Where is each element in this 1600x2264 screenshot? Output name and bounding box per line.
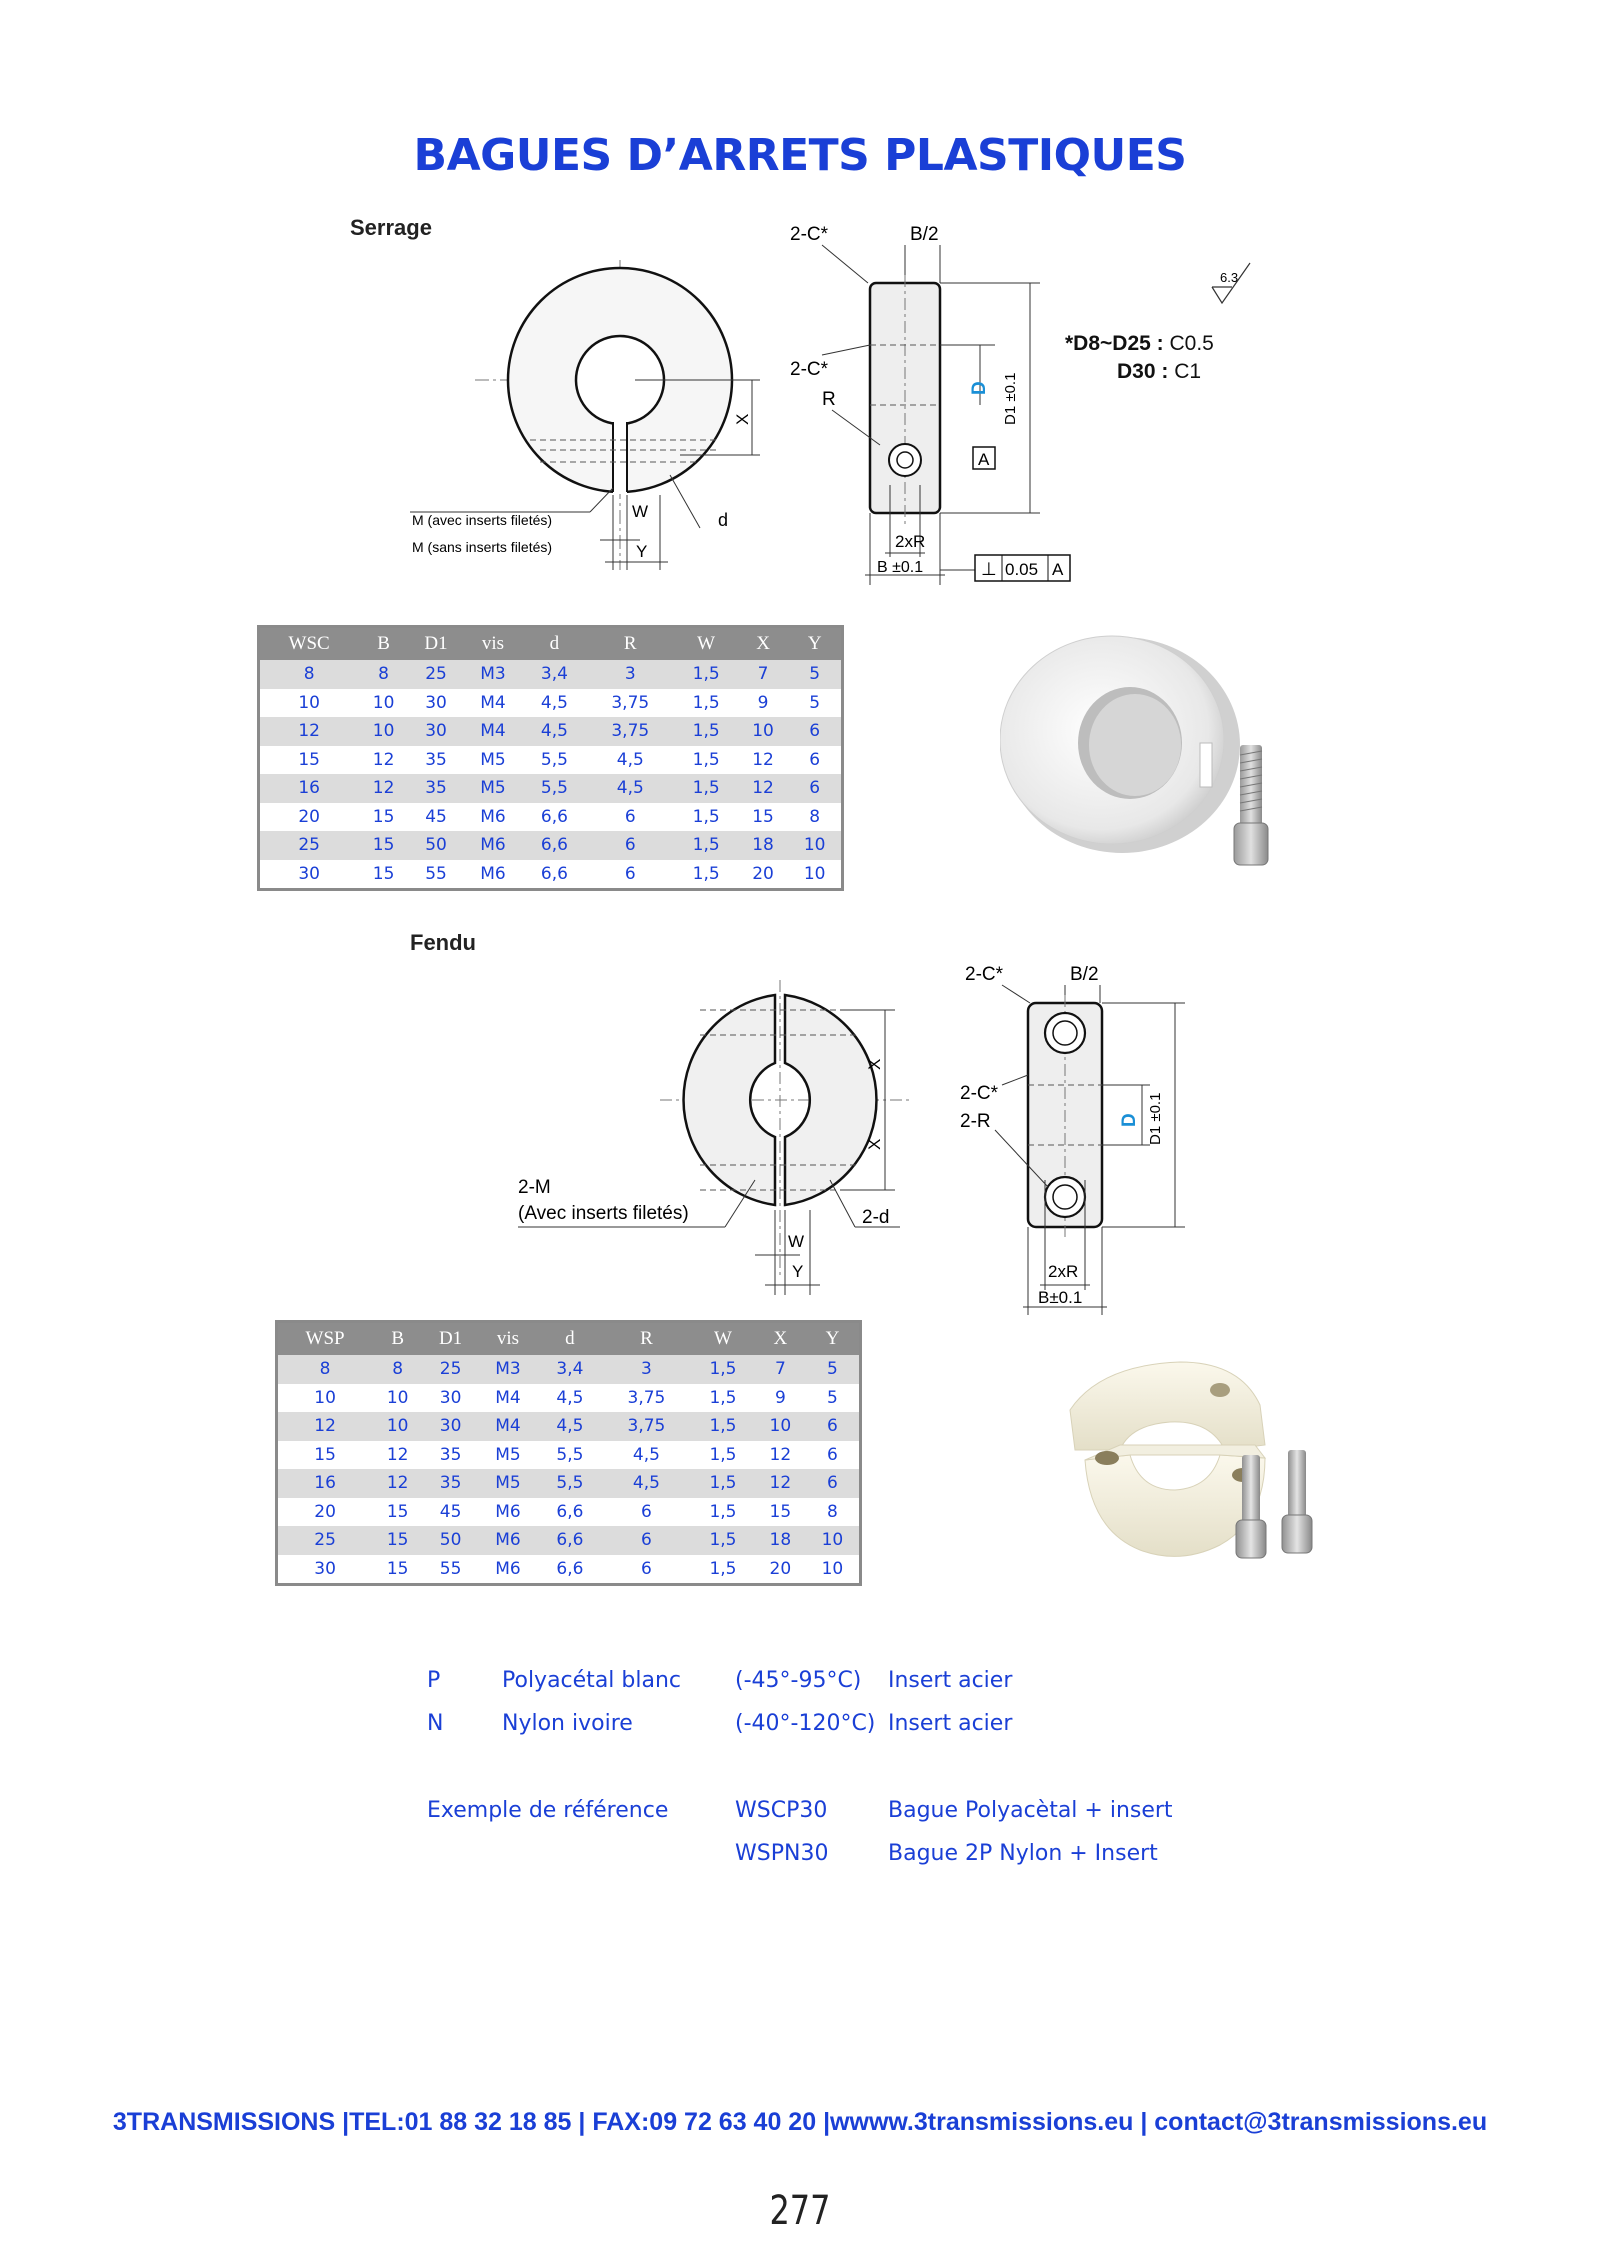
serrage-dim-d-blue: D bbox=[969, 381, 990, 395]
table-cell: 6,6 bbox=[523, 803, 586, 832]
table-cell: 10 bbox=[372, 1384, 423, 1413]
table-cell: 6,6 bbox=[538, 1498, 602, 1527]
table-row bbox=[277, 1384, 861, 1413]
table-header-cell: W bbox=[691, 1322, 755, 1356]
table-cell: 50 bbox=[409, 831, 463, 860]
serrage-product-photo bbox=[1000, 625, 1300, 885]
table-cell: 1,5 bbox=[691, 1526, 755, 1555]
table-cell: M6 bbox=[463, 803, 523, 832]
serrage-half-b: B/2 bbox=[910, 224, 939, 245]
table-cell: 5 bbox=[788, 660, 842, 689]
table-cell: 30 bbox=[423, 1412, 478, 1441]
table-cell: 3,4 bbox=[523, 660, 586, 689]
example-desc: Bague Polyacètal + insert bbox=[888, 1798, 1173, 1823]
table-cell: 4,5 bbox=[538, 1384, 602, 1413]
table-cell: 55 bbox=[423, 1555, 478, 1585]
table-header-cell: R bbox=[586, 627, 675, 661]
table-cell: 1,5 bbox=[675, 860, 738, 890]
serrage-roughness: 6.3 bbox=[1220, 270, 1239, 285]
table-cell: 4,5 bbox=[523, 717, 586, 746]
material-temp: (-45°-95°C) bbox=[735, 1668, 862, 1693]
serrage-chamfer1: 2-C* bbox=[790, 224, 829, 245]
table-cell: M5 bbox=[478, 1441, 538, 1470]
table-cell: M4 bbox=[463, 689, 523, 718]
table-cell: 3,75 bbox=[586, 689, 675, 718]
table-cell: 12 bbox=[738, 746, 789, 775]
table-row bbox=[259, 774, 843, 803]
table-cell: 6 bbox=[806, 1412, 861, 1441]
serrage-dim-y: Y bbox=[636, 542, 648, 561]
fendu-chamfer2: 2-C* bbox=[960, 1083, 999, 1104]
table-header-cell: W bbox=[675, 627, 738, 661]
table-cell: 3,75 bbox=[602, 1412, 691, 1441]
table-cell: 12 bbox=[259, 717, 359, 746]
table-cell: 55 bbox=[409, 860, 463, 890]
table-cell: 3,75 bbox=[602, 1384, 691, 1413]
table-cell: 12 bbox=[277, 1412, 373, 1441]
table-cell: 8 bbox=[358, 660, 409, 689]
table-cell: 20 bbox=[755, 1555, 806, 1585]
table-row bbox=[259, 860, 843, 890]
table-cell: 6,6 bbox=[523, 860, 586, 890]
table-cell: 10 bbox=[358, 689, 409, 718]
table-cell: 45 bbox=[409, 803, 463, 832]
table-cell: 12 bbox=[738, 774, 789, 803]
fendu-2d: 2-d bbox=[862, 1207, 890, 1228]
table-cell: 16 bbox=[259, 774, 359, 803]
fendu-dim-x-top: X bbox=[865, 1058, 884, 1070]
table-cell: 20 bbox=[259, 803, 359, 832]
table-cell: 10 bbox=[806, 1555, 861, 1585]
footer-contact: 3TRANSMISSIONS |TEL:01 88 32 18 85 | FAX:09 72 63 40 20 |wwww.3transmissions.eu | contact@3transmissions.eu bbox=[112, 2108, 1488, 2136]
table-cell: 30 bbox=[409, 717, 463, 746]
fendu-dim-2xr: 2xR bbox=[1048, 1262, 1079, 1281]
example-label: Exemple de référence bbox=[427, 1798, 669, 1823]
material-code: P bbox=[427, 1668, 441, 1693]
table-cell: 10 bbox=[788, 860, 842, 890]
table-cell: 5,5 bbox=[523, 746, 586, 775]
table-cell: 10 bbox=[806, 1526, 861, 1555]
table-cell: 4,5 bbox=[602, 1441, 691, 1470]
fendu-front-drawing bbox=[510, 975, 930, 1295]
page-number: 277 bbox=[769, 2188, 831, 2234]
table-cell: 10 bbox=[277, 1384, 373, 1413]
table-cell: 6,6 bbox=[523, 831, 586, 860]
table-header-cell: Y bbox=[806, 1322, 861, 1356]
table-cell: M6 bbox=[463, 831, 523, 860]
table-cell: M5 bbox=[478, 1469, 538, 1498]
table-header-cell: WSP bbox=[277, 1322, 373, 1356]
section-label-serrage: Serrage bbox=[350, 215, 432, 240]
table-cell: 6 bbox=[602, 1526, 691, 1555]
table-cell: 3,4 bbox=[538, 1355, 602, 1384]
table-cell: 1,5 bbox=[675, 831, 738, 860]
table-cell: 6,6 bbox=[538, 1526, 602, 1555]
table-cell: 10 bbox=[755, 1412, 806, 1441]
table-cell: 35 bbox=[423, 1441, 478, 1470]
serrage-chamfer-note-1: *D8~D25 : C0.5 bbox=[1065, 332, 1214, 355]
table-cell: 6 bbox=[788, 774, 842, 803]
serrage-dim-2xr: 2xR bbox=[895, 532, 926, 551]
table-row bbox=[277, 1441, 861, 1470]
table-cell: 25 bbox=[259, 831, 359, 860]
table-cell: 3 bbox=[602, 1355, 691, 1384]
table-cell: 15 bbox=[372, 1555, 423, 1585]
table-cell: 10 bbox=[788, 831, 842, 860]
table-cell: 15 bbox=[358, 860, 409, 890]
material-temp: (-40°-120°C) bbox=[735, 1711, 876, 1736]
page-title: BAGUES D’ARRETS PLASTIQUES bbox=[413, 130, 1187, 181]
table-row bbox=[277, 1355, 861, 1384]
table-cell: 1,5 bbox=[675, 689, 738, 718]
table-cell: 30 bbox=[423, 1384, 478, 1413]
material-insert: Insert acier bbox=[888, 1668, 1013, 1693]
table-cell: 15 bbox=[259, 746, 359, 775]
table-cell: 1,5 bbox=[691, 1469, 755, 1498]
table-cell: 6 bbox=[788, 746, 842, 775]
table-header-cell: R bbox=[602, 1322, 691, 1356]
table-cell: M4 bbox=[463, 717, 523, 746]
example-ref: WSPN30 bbox=[735, 1841, 829, 1866]
table-cell: 45 bbox=[423, 1498, 478, 1527]
table-cell: 16 bbox=[277, 1469, 373, 1498]
table-header-cell: d bbox=[523, 627, 586, 661]
table-cell: 20 bbox=[277, 1498, 373, 1527]
table-cell: 4,5 bbox=[602, 1469, 691, 1498]
serrage-side-drawing bbox=[780, 215, 1260, 595]
table-cell: 12 bbox=[372, 1441, 423, 1470]
fendu-2m: 2-M bbox=[518, 1177, 551, 1198]
table-cell: M5 bbox=[463, 774, 523, 803]
table-cell: 12 bbox=[372, 1469, 423, 1498]
table-cell: M6 bbox=[478, 1555, 538, 1585]
table-header-cell: D1 bbox=[409, 627, 463, 661]
serrage-chamfer-note-2: D30 : C1 bbox=[1117, 360, 1202, 383]
table-cell: M6 bbox=[478, 1498, 538, 1527]
table-cell: 5 bbox=[806, 1355, 861, 1384]
material-code: N bbox=[427, 1711, 444, 1736]
fendu-2r: 2-R bbox=[960, 1111, 991, 1132]
section-label-fendu: Fendu bbox=[410, 930, 476, 955]
table-cell: 10 bbox=[358, 717, 409, 746]
table-cell: M5 bbox=[463, 746, 523, 775]
table-cell: 1,5 bbox=[691, 1384, 755, 1413]
table-row bbox=[259, 660, 843, 689]
table-cell: 1,5 bbox=[675, 803, 738, 832]
table-cell: 6 bbox=[806, 1441, 861, 1470]
table-cell: 1,5 bbox=[691, 1441, 755, 1470]
table-cell: 1,5 bbox=[691, 1412, 755, 1441]
table-cell: 7 bbox=[738, 660, 789, 689]
table-cell: 4,5 bbox=[586, 746, 675, 775]
table-cell: 5,5 bbox=[523, 774, 586, 803]
table-cell: 15 bbox=[358, 831, 409, 860]
serrage-dim-b: B ±0.1 bbox=[877, 559, 924, 576]
serrage-perp-symbol: ⊥ bbox=[981, 559, 997, 579]
table-cell: 4,5 bbox=[586, 774, 675, 803]
table-cell: M3 bbox=[463, 660, 523, 689]
table-row bbox=[277, 1498, 861, 1527]
table-cell: 6 bbox=[602, 1555, 691, 1585]
table-cell: 3,75 bbox=[586, 717, 675, 746]
table-cell: 1,5 bbox=[675, 774, 738, 803]
fendu-m-inserts: (Avec inserts filetés) bbox=[518, 1203, 689, 1224]
table-cell: M6 bbox=[463, 860, 523, 890]
table-cell: 12 bbox=[755, 1441, 806, 1470]
table-cell: 5 bbox=[788, 689, 842, 718]
serrage-m-no-inserts: M (sans inserts filetés) bbox=[412, 539, 553, 555]
table-header-row bbox=[259, 627, 843, 661]
table-cell: 6 bbox=[806, 1469, 861, 1498]
table-row bbox=[259, 831, 843, 860]
table-cell: 18 bbox=[755, 1526, 806, 1555]
table-cell: 50 bbox=[423, 1526, 478, 1555]
table-cell: 15 bbox=[372, 1526, 423, 1555]
fendu-dim-d1: D1 ±0.1 bbox=[1147, 1092, 1164, 1145]
table-header-cell: vis bbox=[463, 627, 523, 661]
table-cell: 12 bbox=[358, 746, 409, 775]
serrage-chamfer2: 2-C* bbox=[790, 359, 829, 380]
example-desc: Bague 2P Nylon + Insert bbox=[888, 1841, 1158, 1866]
table-cell: 6,6 bbox=[538, 1555, 602, 1585]
table-cell: 1,5 bbox=[691, 1498, 755, 1527]
fendu-spec-table bbox=[275, 1320, 862, 1586]
table-cell: 1,5 bbox=[675, 746, 738, 775]
table-cell: 12 bbox=[755, 1469, 806, 1498]
serrage-m-inserts: M (avec inserts filetés) bbox=[412, 512, 553, 528]
table-cell: 10 bbox=[372, 1412, 423, 1441]
table-cell: 9 bbox=[738, 689, 789, 718]
table-header-cell: B bbox=[358, 627, 409, 661]
fendu-half-b: B/2 bbox=[1070, 964, 1099, 985]
table-header-cell: D1 bbox=[423, 1322, 478, 1356]
table-cell: 6 bbox=[586, 803, 675, 832]
table-cell: 15 bbox=[755, 1498, 806, 1527]
table-cell: 4,5 bbox=[538, 1412, 602, 1441]
table-cell: M4 bbox=[478, 1412, 538, 1441]
serrage-r: R bbox=[822, 389, 836, 410]
table-row bbox=[259, 803, 843, 832]
serrage-spec-table bbox=[257, 625, 844, 891]
table-header-cell: WSC bbox=[259, 627, 359, 661]
table-cell: 6 bbox=[602, 1498, 691, 1527]
fendu-dim-x-bottom: X bbox=[865, 1138, 884, 1150]
fendu-dim-w: W bbox=[788, 1232, 805, 1251]
table-cell: 3 bbox=[586, 660, 675, 689]
table-cell: 15 bbox=[277, 1441, 373, 1470]
table-cell: 15 bbox=[372, 1498, 423, 1527]
table-cell: 10 bbox=[738, 717, 789, 746]
table-cell: 8 bbox=[788, 803, 842, 832]
serrage-front-drawing bbox=[400, 250, 800, 580]
fendu-dim-d-blue: D bbox=[1119, 1113, 1140, 1127]
table-cell: 9 bbox=[755, 1384, 806, 1413]
table-cell: 25 bbox=[409, 660, 463, 689]
table-cell: 35 bbox=[423, 1469, 478, 1498]
table-cell: 8 bbox=[277, 1355, 373, 1384]
table-header-cell: Y bbox=[788, 627, 842, 661]
table-cell: 6 bbox=[586, 860, 675, 890]
table-cell: 30 bbox=[277, 1555, 373, 1585]
table-cell: 1,5 bbox=[691, 1555, 755, 1585]
table-cell: 5,5 bbox=[538, 1469, 602, 1498]
table-row bbox=[259, 717, 843, 746]
table-cell: 8 bbox=[372, 1355, 423, 1384]
table-row bbox=[277, 1526, 861, 1555]
table-cell: 4,5 bbox=[523, 689, 586, 718]
serrage-dim-d: d bbox=[718, 510, 729, 530]
table-row bbox=[259, 689, 843, 718]
fendu-dim-y: Y bbox=[792, 1262, 804, 1281]
table-cell: 15 bbox=[738, 803, 789, 832]
table-row bbox=[277, 1412, 861, 1441]
serrage-perp-value: 0.05 bbox=[1005, 560, 1039, 579]
table-header-cell: d bbox=[538, 1322, 602, 1356]
material-insert: Insert acier bbox=[888, 1711, 1013, 1736]
fendu-side-drawing bbox=[950, 955, 1190, 1325]
table-cell: M6 bbox=[478, 1526, 538, 1555]
table-cell: 5 bbox=[806, 1384, 861, 1413]
table-cell: 8 bbox=[259, 660, 359, 689]
table-cell: 35 bbox=[409, 746, 463, 775]
table-cell: 1,5 bbox=[691, 1355, 755, 1384]
table-cell: 35 bbox=[409, 774, 463, 803]
table-cell: 20 bbox=[738, 860, 789, 890]
table-cell: 6 bbox=[586, 831, 675, 860]
table-cell: 12 bbox=[358, 774, 409, 803]
fendu-dim-b: B±0.1 bbox=[1038, 1288, 1083, 1307]
table-cell: 15 bbox=[358, 803, 409, 832]
table-cell: 8 bbox=[806, 1498, 861, 1527]
table-cell: 6 bbox=[788, 717, 842, 746]
table-cell: M4 bbox=[478, 1384, 538, 1413]
table-header-cell: vis bbox=[478, 1322, 538, 1356]
table-cell: 1,5 bbox=[675, 717, 738, 746]
serrage-perp-datum: A bbox=[1052, 560, 1064, 579]
serrage-dim-d1: D1 ±0.1 bbox=[1002, 372, 1019, 425]
fendu-chamfer1: 2-C* bbox=[965, 964, 1004, 985]
table-header-cell: X bbox=[738, 627, 789, 661]
table-cell: 25 bbox=[423, 1355, 478, 1384]
table-row bbox=[259, 746, 843, 775]
table-row bbox=[277, 1469, 861, 1498]
table-cell: M3 bbox=[478, 1355, 538, 1384]
example-ref: WSCP30 bbox=[735, 1798, 828, 1823]
table-header-cell: X bbox=[755, 1322, 806, 1356]
table-header-row bbox=[277, 1322, 861, 1356]
table-cell: 10 bbox=[259, 689, 359, 718]
table-header-cell: B bbox=[372, 1322, 423, 1356]
table-row bbox=[277, 1555, 861, 1585]
table-cell: 25 bbox=[277, 1526, 373, 1555]
serrage-dim-w: W bbox=[632, 502, 649, 521]
table-cell: 5,5 bbox=[538, 1441, 602, 1470]
serrage-datum-a: A bbox=[978, 450, 990, 469]
fendu-product-photo bbox=[1060, 1350, 1360, 1580]
table-cell: 18 bbox=[738, 831, 789, 860]
material-name: Polyacétal blanc bbox=[502, 1668, 681, 1693]
material-name: Nylon ivoire bbox=[502, 1711, 633, 1736]
table-cell: 7 bbox=[755, 1355, 806, 1384]
table-cell: 30 bbox=[409, 689, 463, 718]
table-cell: 1,5 bbox=[675, 660, 738, 689]
serrage-dim-x: X bbox=[733, 413, 752, 425]
table-cell: 30 bbox=[259, 860, 359, 890]
